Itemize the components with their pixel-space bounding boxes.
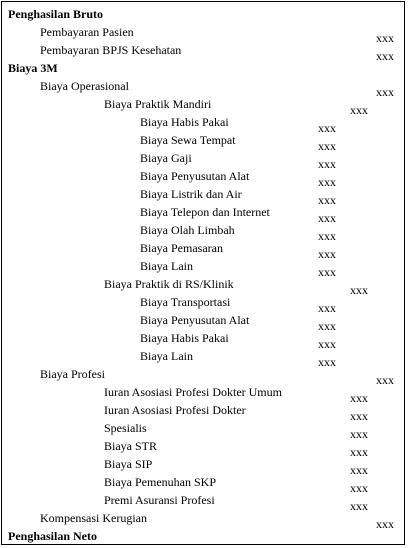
row-label: Biaya Pemasaran bbox=[140, 241, 223, 255]
row-value: xxx bbox=[318, 265, 336, 279]
row-value: xxx bbox=[318, 229, 336, 243]
row-label: Biaya Telepon dan Internet bbox=[140, 205, 270, 219]
table-row bbox=[2, 277, 406, 295]
row-value: xxx bbox=[350, 427, 368, 441]
table-row bbox=[2, 133, 406, 151]
row-label: Biaya Sewa Tempat bbox=[140, 133, 236, 147]
row-label: Iuran Asosiasi Profesi Dokter bbox=[104, 403, 246, 417]
row-label: Biaya Lain bbox=[140, 259, 193, 273]
row-value: xxx bbox=[350, 391, 368, 405]
table-row bbox=[2, 349, 406, 367]
row-value: xxx bbox=[350, 463, 368, 477]
report-table bbox=[1, 1, 405, 545]
table-row bbox=[2, 241, 406, 259]
table-row bbox=[2, 313, 406, 331]
row-value: xxx bbox=[318, 121, 336, 135]
table-row bbox=[2, 403, 406, 421]
row-label: Premi Asuransi Profesi bbox=[104, 493, 215, 507]
section-heading: Penghasilan Neto bbox=[8, 529, 98, 543]
row-label: Biaya Penyusutan Alat bbox=[140, 169, 250, 183]
row-value: xxx bbox=[318, 139, 336, 153]
row-label: Biaya Gaji bbox=[140, 151, 192, 165]
row-label: Iuran Asosiasi Profesi Dokter Umum bbox=[104, 385, 282, 399]
row-label: Biaya SIP bbox=[104, 457, 153, 471]
row-label: Biaya Operasional bbox=[40, 79, 129, 93]
table-row bbox=[2, 367, 406, 385]
table-row bbox=[2, 295, 406, 313]
row-value: xxx bbox=[318, 355, 336, 369]
table-row bbox=[2, 61, 406, 79]
section-heading: Penghasilan Bruto bbox=[8, 7, 104, 21]
row-label: Biaya Habis Pakai bbox=[140, 331, 229, 345]
table-row bbox=[2, 223, 406, 241]
table-row bbox=[2, 115, 406, 133]
row-label: Biaya Transportasi bbox=[140, 295, 231, 309]
row-label: Biaya Praktik Mandiri bbox=[104, 97, 212, 111]
row-value: xxx bbox=[318, 175, 336, 189]
table-row bbox=[2, 205, 406, 223]
table-row bbox=[2, 97, 406, 115]
row-value: xxx bbox=[376, 373, 394, 387]
table-row bbox=[2, 439, 406, 457]
row-value: xxx bbox=[318, 337, 336, 351]
table-row bbox=[2, 385, 406, 403]
row-value: xxx bbox=[318, 193, 336, 207]
row-value: xxx bbox=[318, 157, 336, 171]
row-label: Pembayaran BPJS Kesehatan bbox=[40, 43, 182, 57]
row-value: xxx bbox=[350, 445, 368, 459]
table-row bbox=[2, 187, 406, 205]
row-label: Biaya Olah Limbah bbox=[140, 223, 235, 237]
table-row bbox=[2, 259, 406, 277]
table-row bbox=[2, 169, 406, 187]
row-value: xxx bbox=[376, 85, 394, 99]
table-row bbox=[2, 493, 406, 511]
table-row bbox=[2, 421, 406, 439]
table-row bbox=[2, 457, 406, 475]
row-label: Biaya Habis Pakai bbox=[140, 115, 229, 129]
row-label: Biaya Profesi bbox=[40, 367, 105, 381]
row-value: xxx bbox=[350, 499, 368, 513]
row-value: xxx bbox=[350, 103, 368, 117]
row-label: Pembayaran Pasien bbox=[40, 25, 134, 39]
row-value: xxx bbox=[376, 31, 394, 45]
table-row bbox=[2, 511, 406, 529]
table-row bbox=[2, 475, 406, 493]
table-row bbox=[2, 151, 406, 169]
row-value: xxx bbox=[318, 301, 336, 315]
row-label: Biaya Listrik dan Air bbox=[140, 187, 242, 201]
row-value: xxx bbox=[376, 517, 394, 531]
row-label: Biaya Pemenuhan SKP bbox=[104, 475, 216, 489]
row-value: xxx bbox=[350, 283, 368, 297]
row-label: Kompensasi Kerugian bbox=[40, 511, 147, 525]
table-row bbox=[2, 529, 406, 547]
row-value: xxx bbox=[318, 247, 336, 261]
row-value: xxx bbox=[376, 49, 394, 63]
row-value: xxx bbox=[318, 319, 336, 333]
row-value: xxx bbox=[350, 481, 368, 495]
row-label: Biaya Lain bbox=[140, 349, 193, 363]
row-label: Biaya STR bbox=[104, 439, 157, 453]
row-label: Spesialis bbox=[104, 421, 147, 435]
table-row bbox=[2, 331, 406, 349]
table-row bbox=[2, 43, 406, 61]
row-value: xxx bbox=[350, 409, 368, 423]
row-label: Biaya Penyusutan Alat bbox=[140, 313, 250, 327]
row-value: xxx bbox=[318, 211, 336, 225]
row-label: Biaya Praktik di RS/Klinik bbox=[104, 277, 234, 291]
table-row bbox=[2, 79, 406, 97]
section-heading: Biaya 3M bbox=[8, 61, 58, 75]
table-row bbox=[2, 7, 406, 25]
table-row bbox=[2, 25, 406, 43]
